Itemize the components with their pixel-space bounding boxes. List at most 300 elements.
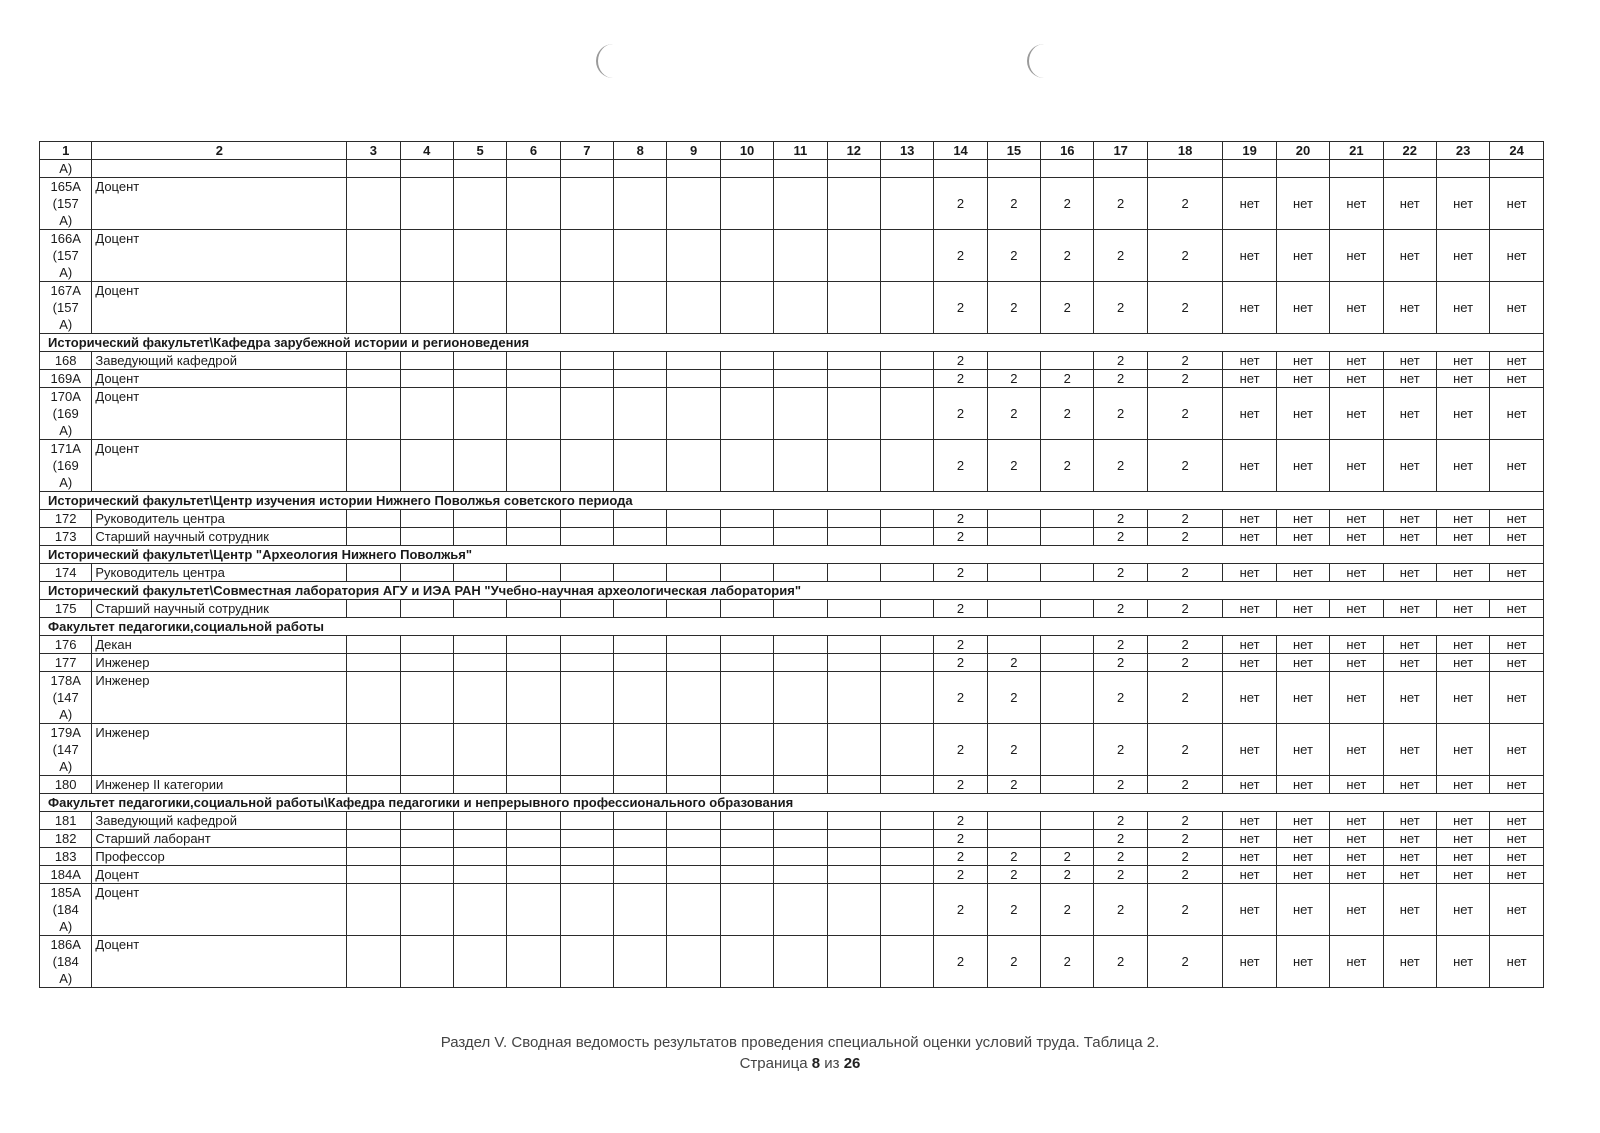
row-number-line: 170А [50,389,81,404]
empty-cell [507,510,560,528]
value-cell [987,510,1040,528]
section-row [40,582,1544,600]
position-name: Старший лаборант [92,830,347,848]
position-name: Руководитель центра [92,510,347,528]
empty-cell [667,724,720,776]
value-cell: 2 [1041,936,1094,988]
empty-cell [347,636,400,654]
empty-cell [400,388,453,440]
empty-cell [347,672,400,724]
empty-cell [774,812,827,830]
value-cell: нет [1330,936,1383,988]
empty-cell [667,160,720,178]
empty-cell [720,654,773,672]
empty-cell [667,230,720,282]
value-cell: нет [1436,230,1489,282]
empty-cell [560,866,613,884]
empty-cell [347,848,400,866]
row-number-line: А) [59,971,73,986]
row-number [40,936,92,988]
value-cell: нет [1436,636,1489,654]
value-cell: нет [1330,370,1383,388]
column-header: 24 [1490,142,1544,160]
value-cell: нет [1276,510,1329,528]
value-cell: нет [1383,388,1436,440]
empty-cell [880,600,933,618]
row-number [40,160,92,178]
value-cell [1041,352,1094,370]
value-cell: 2 [1147,866,1223,884]
value-cell: 2 [1147,352,1223,370]
row-number-line: (157 [52,300,79,315]
value-cell: нет [1436,510,1489,528]
empty-cell [347,160,400,178]
position-name: Доцент [92,440,347,492]
row-number-line: А) [59,265,73,280]
value-cell: нет [1330,830,1383,848]
empty-cell [347,510,400,528]
value-cell: 2 [1147,178,1223,230]
row-number-line: 183 [54,849,77,864]
value-cell: нет [1223,724,1276,776]
value-cell: 2 [1094,440,1147,492]
empty-cell [667,388,720,440]
value-cell: нет [1490,776,1544,794]
value-cell: 2 [1094,776,1147,794]
empty-cell [720,812,773,830]
empty-cell [453,230,506,282]
value-cell: 2 [987,654,1040,672]
value-cell: 2 [1041,866,1094,884]
value-cell: нет [1276,884,1329,936]
empty-cell [614,510,667,528]
column-header: 20 [1276,142,1329,160]
value-cell: нет [1383,600,1436,618]
value-cell: нет [1436,388,1489,440]
value-cell: 2 [1147,812,1223,830]
empty-cell [614,440,667,492]
row-number-line: 175 [54,601,77,616]
value-cell: нет [1383,654,1436,672]
position-name: Доцент [92,884,347,936]
empty-cell [880,636,933,654]
value-cell: 2 [934,352,987,370]
value-cell: нет [1330,600,1383,618]
value-cell: нет [1490,230,1544,282]
value-cell: 2 [1041,848,1094,866]
value-cell: нет [1223,370,1276,388]
value-cell: нет [1330,440,1383,492]
value-cell: нет [1490,866,1544,884]
position-name: Инженер [92,654,347,672]
position-name: Заведующий кафедрой [92,812,347,830]
value-cell: 2 [1094,282,1147,334]
value-cell: 2 [934,776,987,794]
value-cell: 2 [1147,672,1223,724]
empty-cell [507,370,560,388]
value-cell: нет [1223,812,1276,830]
row-number [40,178,92,230]
empty-cell [400,672,453,724]
results-table [39,141,1544,988]
empty-cell [560,724,613,776]
empty-cell [453,848,506,866]
empty-cell [400,564,453,582]
value-cell: 2 [934,564,987,582]
empty-cell [774,672,827,724]
row-number [40,352,92,370]
empty-cell [560,282,613,334]
page-number [0,1055,1600,1072]
value-cell: нет [1490,440,1544,492]
row-number-line: (147 [52,690,79,705]
empty-cell [827,866,880,884]
row-number-line: 166А [50,231,81,246]
empty-cell [453,600,506,618]
value-cell: 2 [1041,230,1094,282]
value-cell: нет [1383,510,1436,528]
table-body [40,160,1544,988]
value-cell: 2 [1147,654,1223,672]
section-row [40,546,1544,564]
empty-cell [880,936,933,988]
value-cell: 2 [987,370,1040,388]
empty-cell [667,564,720,582]
value-cell [1147,160,1223,178]
section-row [40,618,1544,636]
empty-cell [560,830,613,848]
empty-cell [560,388,613,440]
empty-cell [880,230,933,282]
empty-cell [507,812,560,830]
value-cell: нет [1223,848,1276,866]
position-name: Доцент [92,866,347,884]
value-cell: 2 [1147,564,1223,582]
value-cell: 2 [934,440,987,492]
value-cell: нет [1330,884,1383,936]
empty-cell [774,230,827,282]
value-cell: нет [1223,936,1276,988]
row-number-line: А) [59,707,73,722]
empty-cell [720,178,773,230]
empty-cell [400,776,453,794]
empty-cell [347,600,400,618]
empty-cell [400,724,453,776]
table-row [40,724,1544,776]
position-name: Доцент [92,370,347,388]
row-number-line: А) [59,475,73,490]
empty-cell [827,724,880,776]
empty-cell [774,884,827,936]
empty-cell [614,636,667,654]
value-cell: 2 [987,282,1040,334]
table-row [40,636,1544,654]
empty-cell [720,600,773,618]
value-cell [1041,654,1094,672]
row-number-line: 169А [50,371,81,386]
empty-cell [827,564,880,582]
table-row [40,510,1544,528]
page-current: 8 [811,1055,821,1072]
value-cell: 2 [1147,282,1223,334]
empty-cell [667,510,720,528]
column-header: 1 [40,142,92,160]
row-number [40,812,92,830]
value-cell [987,160,1040,178]
page-word: Страница [739,1055,808,1072]
column-header: 19 [1223,142,1276,160]
value-cell: нет [1276,388,1329,440]
empty-cell [347,230,400,282]
value-cell: нет [1223,388,1276,440]
empty-cell [400,654,453,672]
value-cell: нет [1490,564,1544,582]
section-title: Факультет педагогики,социальной работы\Кафедра педагогики и непрерывного профессионального образования [40,794,1544,812]
row-number-line: 174 [54,565,77,580]
empty-cell [560,440,613,492]
empty-cell [667,440,720,492]
value-cell: нет [1436,440,1489,492]
empty-cell [880,160,933,178]
value-cell: нет [1223,776,1276,794]
value-cell: 2 [1094,388,1147,440]
value-cell: 2 [934,866,987,884]
value-cell: 2 [1041,370,1094,388]
empty-cell [667,600,720,618]
row-number [40,830,92,848]
empty-cell [453,866,506,884]
value-cell: нет [1436,672,1489,724]
table-row [40,936,1544,988]
empty-cell [347,388,400,440]
table-row [40,528,1544,546]
value-cell: нет [1490,884,1544,936]
empty-cell [720,352,773,370]
empty-cell [667,370,720,388]
value-cell: 2 [934,672,987,724]
value-cell: нет [1276,600,1329,618]
empty-cell [453,282,506,334]
position-name: Доцент [92,388,347,440]
value-cell: 2 [1094,564,1147,582]
value-cell: нет [1276,830,1329,848]
empty-cell [827,388,880,440]
value-cell: нет [1490,600,1544,618]
value-cell: 2 [987,848,1040,866]
empty-cell [774,724,827,776]
empty-cell [614,884,667,936]
empty-cell [880,282,933,334]
empty-cell [560,370,613,388]
empty-cell [507,636,560,654]
empty-cell [400,160,453,178]
empty-cell [880,510,933,528]
empty-cell [827,230,880,282]
row-number-line: 182 [54,831,77,846]
empty-cell [774,528,827,546]
value-cell: 2 [1147,936,1223,988]
value-cell [934,160,987,178]
value-cell: нет [1330,510,1383,528]
empty-cell [347,724,400,776]
value-cell: нет [1330,724,1383,776]
value-cell: нет [1436,884,1489,936]
empty-cell [774,388,827,440]
empty-cell [453,812,506,830]
column-header: 12 [827,142,880,160]
value-cell: нет [1490,282,1544,334]
value-cell: нет [1436,352,1489,370]
empty-cell [453,636,506,654]
empty-cell [400,866,453,884]
table-row [40,866,1544,884]
empty-cell [400,282,453,334]
value-cell: нет [1383,672,1436,724]
value-cell: нет [1330,776,1383,794]
empty-cell [400,936,453,988]
table-row [40,178,1544,230]
empty-cell [614,178,667,230]
value-cell: нет [1276,724,1329,776]
empty-cell [560,654,613,672]
value-cell: нет [1383,370,1436,388]
empty-cell [667,884,720,936]
column-header: 7 [560,142,613,160]
column-header: 3 [347,142,400,160]
empty-cell [827,776,880,794]
empty-cell [667,654,720,672]
value-cell: 2 [1147,636,1223,654]
value-cell: нет [1330,178,1383,230]
value-cell: 2 [1094,636,1147,654]
column-header: 21 [1330,142,1383,160]
row-number-line: (157 [52,196,79,211]
empty-cell [347,564,400,582]
value-cell: нет [1330,812,1383,830]
value-cell: нет [1383,884,1436,936]
empty-cell [560,352,613,370]
empty-cell [453,352,506,370]
column-header: 17 [1094,142,1147,160]
empty-cell [347,178,400,230]
empty-cell [880,848,933,866]
value-cell: нет [1436,528,1489,546]
value-cell: 2 [1094,724,1147,776]
column-header: 10 [720,142,773,160]
row-number-line: (169 [52,458,79,473]
value-cell: нет [1490,352,1544,370]
value-cell: нет [1330,352,1383,370]
empty-cell [614,160,667,178]
empty-cell [614,352,667,370]
value-cell: нет [1383,230,1436,282]
table-row [40,230,1544,282]
value-cell: нет [1490,370,1544,388]
empty-cell [880,812,933,830]
value-cell: нет [1383,830,1436,848]
empty-cell [720,724,773,776]
table-row [40,848,1544,866]
empty-cell [507,830,560,848]
value-cell: нет [1223,440,1276,492]
empty-cell [347,830,400,848]
column-header: 13 [880,142,933,160]
value-cell: 2 [934,936,987,988]
value-cell: нет [1436,724,1489,776]
empty-cell [347,370,400,388]
value-cell: нет [1330,636,1383,654]
empty-cell [614,672,667,724]
empty-cell [507,440,560,492]
empty-cell [614,848,667,866]
empty-cell [560,936,613,988]
value-cell: нет [1436,848,1489,866]
row-number [40,848,92,866]
empty-cell [614,282,667,334]
value-cell: 2 [987,776,1040,794]
value-cell: нет [1330,654,1383,672]
empty-cell [667,848,720,866]
page-total: 26 [843,1055,861,1072]
value-cell [1041,160,1094,178]
value-cell: 2 [1147,600,1223,618]
value-cell: 2 [1147,370,1223,388]
row-number [40,636,92,654]
empty-cell [774,564,827,582]
empty-cell [827,528,880,546]
row-number [40,564,92,582]
value-cell: нет [1330,282,1383,334]
table-row [40,600,1544,618]
row-number-line: (184 [52,954,79,969]
column-header: 18 [1147,142,1223,160]
value-cell: нет [1383,564,1436,582]
value-cell: нет [1223,636,1276,654]
empty-cell [774,282,827,334]
empty-cell [507,600,560,618]
value-cell [987,528,1040,546]
table-row [40,352,1544,370]
empty-cell [827,352,880,370]
value-cell: нет [1490,388,1544,440]
empty-cell [400,440,453,492]
value-cell: нет [1276,672,1329,724]
empty-cell [720,370,773,388]
value-cell: нет [1383,776,1436,794]
column-header: 5 [453,142,506,160]
value-cell: 2 [934,830,987,848]
value-cell [1041,672,1094,724]
empty-cell [827,510,880,528]
table-row [40,388,1544,440]
value-cell [1041,528,1094,546]
value-cell: нет [1276,636,1329,654]
column-header: 4 [400,142,453,160]
column-header: 22 [1383,142,1436,160]
row-number [40,370,92,388]
empty-cell [720,936,773,988]
section-row [40,334,1544,352]
value-cell: нет [1383,812,1436,830]
empty-cell [880,672,933,724]
empty-cell [507,178,560,230]
empty-cell [507,230,560,282]
value-cell [1041,564,1094,582]
row-number [40,528,92,546]
value-cell [1276,160,1329,178]
value-cell: 2 [1147,724,1223,776]
empty-cell [720,636,773,654]
